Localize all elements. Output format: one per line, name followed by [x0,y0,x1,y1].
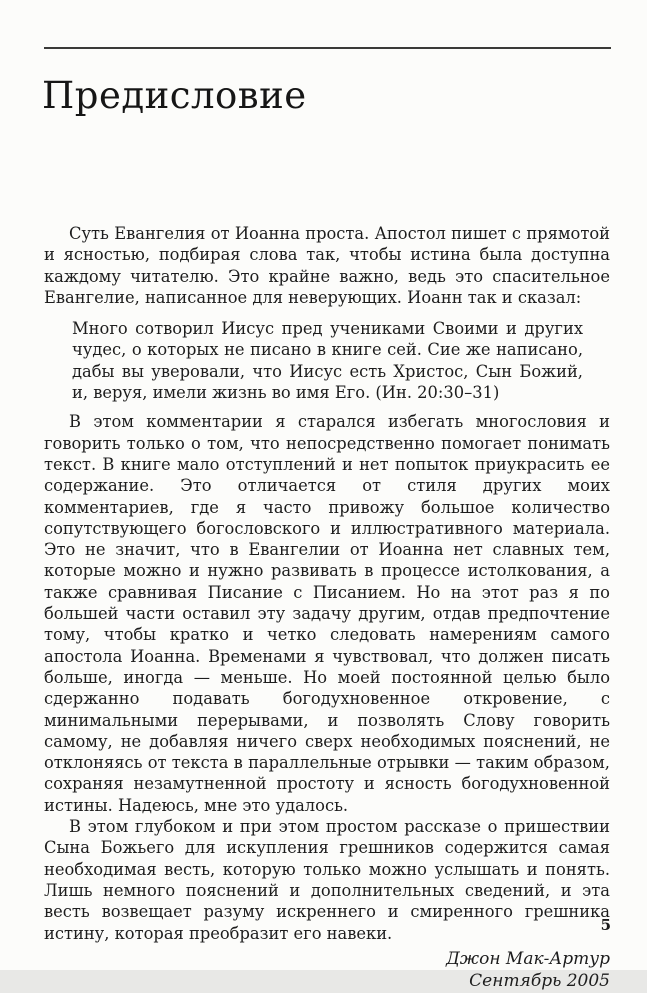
page-title: Предисловие [42,74,307,117]
page-body [44,223,610,993]
closing-paragraph: В этом глубоком и при этом простом рассказе о пришествии Сына Божьего для искупления грешников содержится самая необходимая весть, которую только можно услышать и понять. Лишь немного пояснений и дополнительных сведений, и эта весть возвещает разуму искреннего и смиренного грешника истину, которая преобразит его навеки. [44,817,610,943]
intro-paragraph: Суть Евангелия от Иоанна проста. Апостол пишет с прямотой и ясностью, подбирая слова так, чтобы истина была доступна каждому читателю. Это крайне важно, ведь это спасительное Евангелие, написанное для неверующих. Иоанн так и сказал: [44,224,610,307]
body-paragraph: В этом комментарии я старался избегать многословия и говорить только о том, что непосредственно помогает понимать текст. В книге мало отступлений и нет попыток приукрасить ее содержание. Это отличается от стиля других моих комментариев, где я часто привожу большое количество сопутствующего богословского и иллюстративного материала. Это не значит, что в Евангелии от Иоанна нет славных тем, которые можно и нужно развивать в процессе истолкования, а также сравнивая Писание с Писанием. Но на этот раз я по большей части оставил эту задачу другим, отдав предпочтение тому, чтобы кратко и четко следовать намерениям самого апостола Иоанна. Временами я чувствовал, что должен писать больше, иногда — меньше. Но моей постоянной целью было сдержанно подавать богодухновенное откровение, с минимальными перерывами, и позволять Слову говорить самому, не добавляя ничего сверх необходимых пояснений, не отклоняясь от текста в параллельные отрывки — таким образом, сохраняя незамутненной простоту и ясность богодухновенной истины. Надеюсь, мне это удалось. [44,412,610,815]
top-rule-divider [44,47,611,49]
signature-block [44,948,610,993]
signature-date: Сентябрь 2005 [469,971,610,992]
signature-name: Джон Мак-Артур [445,948,610,969]
page-number: 5 [600,916,611,934]
scripture-quote: Много сотворил Иисус пред учениками Своими и других чудес, о которых не писано в книге сей. Сие же написано, дабы вы уверовали, что Иисус есть Христос, Сын Божий, и, веруя, имели жизнь во имя Его. (Ин. 20:30–31) [72,319,583,403]
